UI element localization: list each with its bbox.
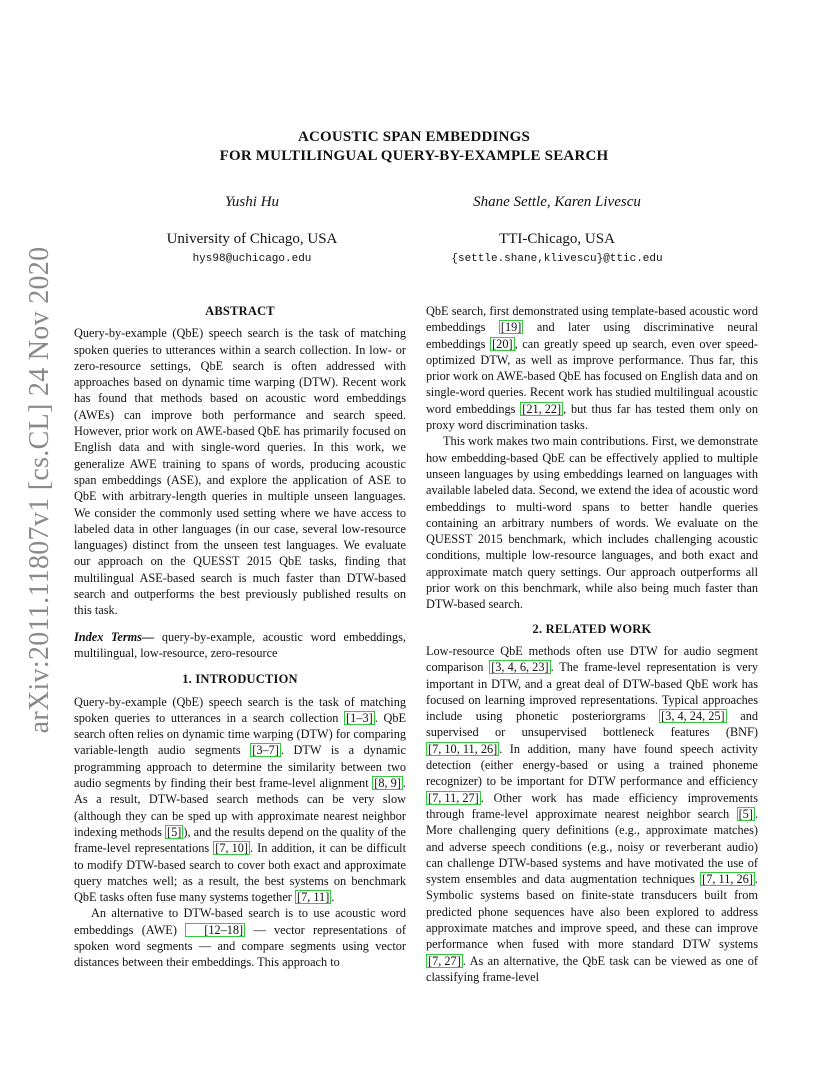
- text-run: . As a result, DTW-based search methods can be very slow (although they can be sped up with approximate nearest neighbor indexing methods: [74, 776, 406, 839]
- text-run: . In addition, it can be difficult to modify DTW-based search to cover both exact and approximate query matches well; as a result, the best systems on benchmark QbE tasks often fuse many systems together: [74, 841, 407, 905]
- text-run: .: [331, 890, 335, 905]
- text-run: , but thus far has tested them only on proxy word discrimination tasks.: [426, 401, 758, 433]
- citation-link[interactable]: [7, 11]: [296, 890, 330, 905]
- author-email: hys98@uchicago.edu: [192, 253, 312, 265]
- text-run: — vector representations of spoken word segments — and compare segments using vector distances between their embeddings. This approach to: [74, 922, 407, 970]
- text-run: ), and the results depend on the quality of the frame-level representations: [74, 824, 407, 856]
- related-paragraph-1: [426, 643, 758, 985]
- arxiv-identifier-stamp: [18, 246, 62, 734]
- intro-paragraph-3: [426, 303, 758, 433]
- text-run: , can greatly speed up search, even over speed-optimized DTW, as well as improve performance. Thus far, this prior work on AWE-based QbE has focused on English data and on single-word queries. Recent work has studied multilingual acoustic word embeddings: [426, 336, 758, 416]
- abstract-text: Query-by-example (QbE) speech search is the task of matching spoken queries to utterances within a search collection. In low- or zero-resource settings, QbE search is often addressed with approaches based on dynamic time warping (DTW). Recent work has found that methods based on acoustic word embeddings (AWEs) can improve both performance and search speed. However, prior work on AWE-based QbE has primarily focused on English data and with single-word queries. In this work, we generalize AWE training to spans of words, producing acoustic span embeddings (ASE), and explore the application of ASE to QbE with arbitrary-length queries in multiple unseen languages. We consider the commonly used setting where we have access to labeled data in other languages (in our case, several low-resource languages) distinct from the unseen test languages. We evaluate our approach on the QUESST 2015 QbE tasks, finding that multilingual ASE-based search is much faster than DTW-based search and outperforms the best previously published results on this task.: [74, 326, 406, 618]
- text-run: An alternative to DTW-based search is to use acoustic word embeddings (AWE): [74, 906, 406, 937]
- citation-link[interactable]: [3, 4, 6, 23]: [491, 660, 549, 675]
- citation-link[interactable]: [3–7]: [252, 743, 279, 758]
- text-run: . Symbolic systems based on finite-state transducers built from predicted phone sequences have also been explored to address approximate matches and improve speed, and these can improve performance when fused with more standard DTW systems: [426, 872, 758, 952]
- citation-link[interactable]: [20]: [492, 336, 513, 351]
- paper-title-line-2: FOR MULTILINGUAL QUERY-BY-EXAMPLE SEARCH: [219, 148, 609, 164]
- citation-link[interactable]: [3, 4, 24, 25]: [661, 709, 725, 724]
- text-run: and later using discriminative neural embeddings: [426, 320, 758, 351]
- intro-paragraph-4: This work makes two main contributions. First, we demonstrate how embedding-based QbE can be effectively applied to multiple unseen languages by using embeddings learned on languages with available labeled data. Second, we extend the idea of acoustic word embeddings to multi-word spans to better handle queries containing an arbitrary numbers of words. We evaluate on the QUESST 2015 benchmark, which includes challenging acoustic conditions, multiple low-resource languages, and both exact and approximate match query settings. Our approach outperforms all prior work on this benchmark, while also being much faster than DTW-based search.: [426, 434, 758, 612]
- text-run: . QbE search often relies on dynamic time warping (DTW) for comparing variable-length audio segments: [74, 710, 406, 758]
- text-run: . The frame-level representation is very important in DTW, and a great deal of DTW-based QbE work has focused on learning improved representations. Typical approaches include using phonetic posteriorgrams: [426, 660, 758, 724]
- text-run: . DTW is a dynamic programming approach to determine the similarity between two audio segments by finding their best frame-level alignment: [74, 743, 406, 791]
- author-email: {settle.shane,klivescu}@ttic.edu: [451, 253, 663, 265]
- text-run: Low-resource QbE methods often use DTW for audio segment comparison: [426, 643, 758, 675]
- author-name: Yushi Hu: [224, 194, 280, 210]
- text-run: . Other work has made efficiency improvements through frame-level approximate nearest neighbor search: [426, 790, 758, 821]
- text-run: QbE search, first demonstrated using template-based acoustic word embeddings: [426, 304, 758, 335]
- author-affiliation: University of Chicago, USA: [166, 231, 338, 247]
- related-work-heading: 2. RELATED WORK: [532, 621, 652, 636]
- abstract-heading: ABSTRACT: [205, 304, 275, 318]
- citation-link[interactable]: [5]: [738, 806, 753, 821]
- author-name: Shane Settle, Karen Livescu: [473, 194, 641, 210]
- intro-paragraph-2: [74, 905, 406, 970]
- citation-link[interactable]: [7, 11, 26]: [702, 872, 753, 887]
- citation-link[interactable]: [12–18]: [185, 923, 245, 937]
- text-run: . More challenging query definitions (e.g., approximate matches) and adverse speech conditions (e.g., noisy or reverberant audio) can challenge DTW-based systems and have motivated the use of system ensembles and data augmentation techniques: [426, 806, 758, 887]
- citation-link[interactable]: [19]: [500, 320, 522, 335]
- citation-link[interactable]: [1–3]: [346, 710, 373, 725]
- citation-link[interactable]: [8, 9]: [374, 776, 401, 791]
- index-terms-label: Index Terms—: [74, 629, 155, 644]
- citation-link[interactable]: [21, 22]: [522, 401, 562, 416]
- right-column: [426, 303, 758, 985]
- author-affiliation: TTI-Chicago, USA: [499, 231, 615, 247]
- index-terms: [74, 629, 406, 662]
- paper-title-line-1: ACOUSTIC SPAN EMBEDDINGS: [297, 129, 531, 145]
- citation-link[interactable]: [7, 10, 11, 26]: [428, 741, 498, 756]
- index-terms-text: query-by-example, acoustic word embeddings, multilingual, low-resource, zero-resource: [74, 629, 406, 660]
- arxiv-identifier-text: arXiv:2011.11807v1 [cs.CL] 24 Nov 2020: [24, 246, 55, 734]
- citation-link[interactable]: [5]: [167, 824, 182, 839]
- citation-link[interactable]: [7, 11, 27]: [428, 790, 479, 805]
- left-column: [74, 303, 406, 971]
- citation-link[interactable]: [7, 27]: [428, 953, 461, 968]
- citation-link[interactable]: [7, 10]: [215, 841, 249, 856]
- text-run: and supervised or unsupervised bottleneck features (BNF): [426, 709, 758, 740]
- text-run: Query-by-example (QbE) speech search is the task of matching spoken queries to utterances in a search collection: [74, 694, 406, 725]
- intro-paragraph-1: [74, 694, 406, 906]
- text-run: . In addition, many have found speech activity detection (either energy-based or using a trained phoneme recognizer) to be important for DTW performance and efficiency: [426, 741, 758, 789]
- text-run: . As an alternative, the QbE task can be viewed as one of classifying frame-level: [426, 953, 758, 984]
- introduction-heading: 1. INTRODUCTION: [182, 672, 298, 687]
